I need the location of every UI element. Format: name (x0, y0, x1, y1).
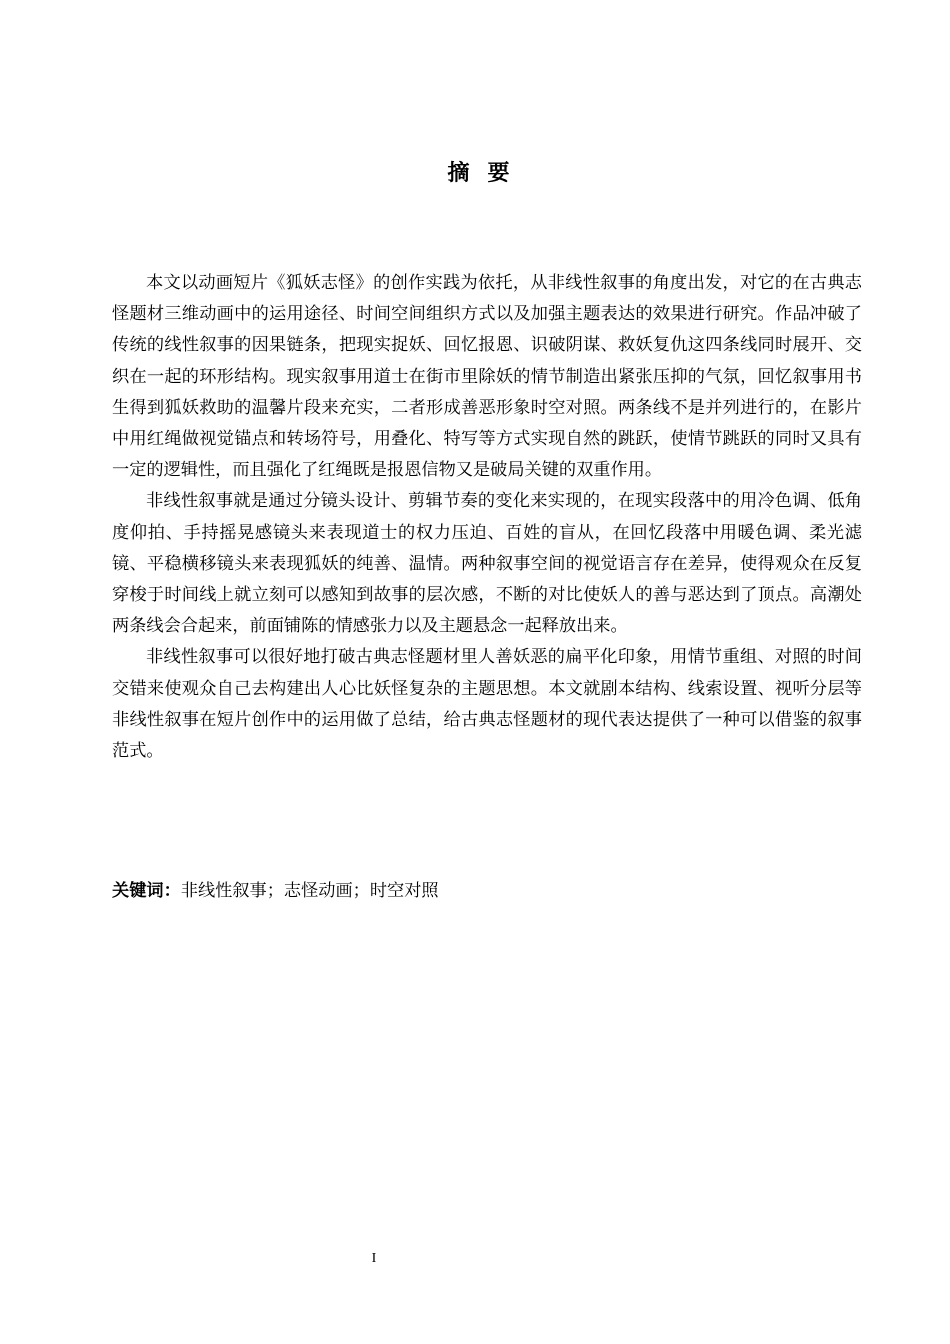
abstract-paragraph-1: 本文以动画短片《狐妖志怪》的创作实践为依托，从非线性叙事的角度出发，对它的在古典志怪题材三维动画中的运用途径、时间空间组织方式以及加强主题表达的效果进行研究。作品冲破了传统的线性叙事的因果链条，把现实捉妖、回忆报恩、识破阴谋、救妖复仇这四条线同时展开、交织在一起的环形结构。现实叙事用道士在街市里除妖的情节制造出紧张压抑的气氛，回忆叙事用书生得到狐妖救助的温馨片段来充实，二者形成善恶形象时空对照。两条线不是并列进行的，在影片中用红绳做视觉锚点和转场符号，用叠化、特写等方式实现自然的跳跃，使情节跳跃的同时又具有一定的逻辑性，而且强化了红绳既是报恩信物又是破局关键的双重作用。 (112, 273, 862, 481)
abstract-title: 摘要 (447, 161, 528, 186)
keywords-label: 关键词： (112, 881, 181, 901)
page-number: I (371, 1251, 377, 1266)
abstract-paragraph-3: 非线性叙事可以很好地打破古典志怪题材里人善妖恶的扁平化印象，用情节重组、对照的时间交错来使观众自己去构建出人心比妖怪复杂的主题思想。本文就剧本结构、线索设置、视听分层等非线性叙事在短片创作中的运用做了总结，给古典志怪题材的现代表达提供了一种可以借鉴的叙事范式。 (112, 647, 862, 762)
abstract-paragraph-2: 非线性叙事就是通过分镜头设计、剪辑节奏的变化来实现的，在现实段落中的用冷色调、低角度仰拍、手持摇晃感镜头来表现道士的权力压迫、百姓的盲从，在回忆段落中用暖色调、柔光滤镜、平稳横移镜头来表现狐妖的纯善、温情。两种叙事空间的视觉语言存在差异，使得观众在反复穿梭于时间线上就立刻可以感知到故事的层次感，不断的对比使妖人的善与恶达到了顶点。高潮处两条线会合起来，前面铺陈的情感张力以及主题悬念一起释放出来。 (112, 491, 862, 637)
keywords-line (112, 876, 862, 907)
keywords-value: 非线性叙事；志怪动画；时空对照 (180, 881, 439, 901)
abstract-body (112, 268, 862, 767)
